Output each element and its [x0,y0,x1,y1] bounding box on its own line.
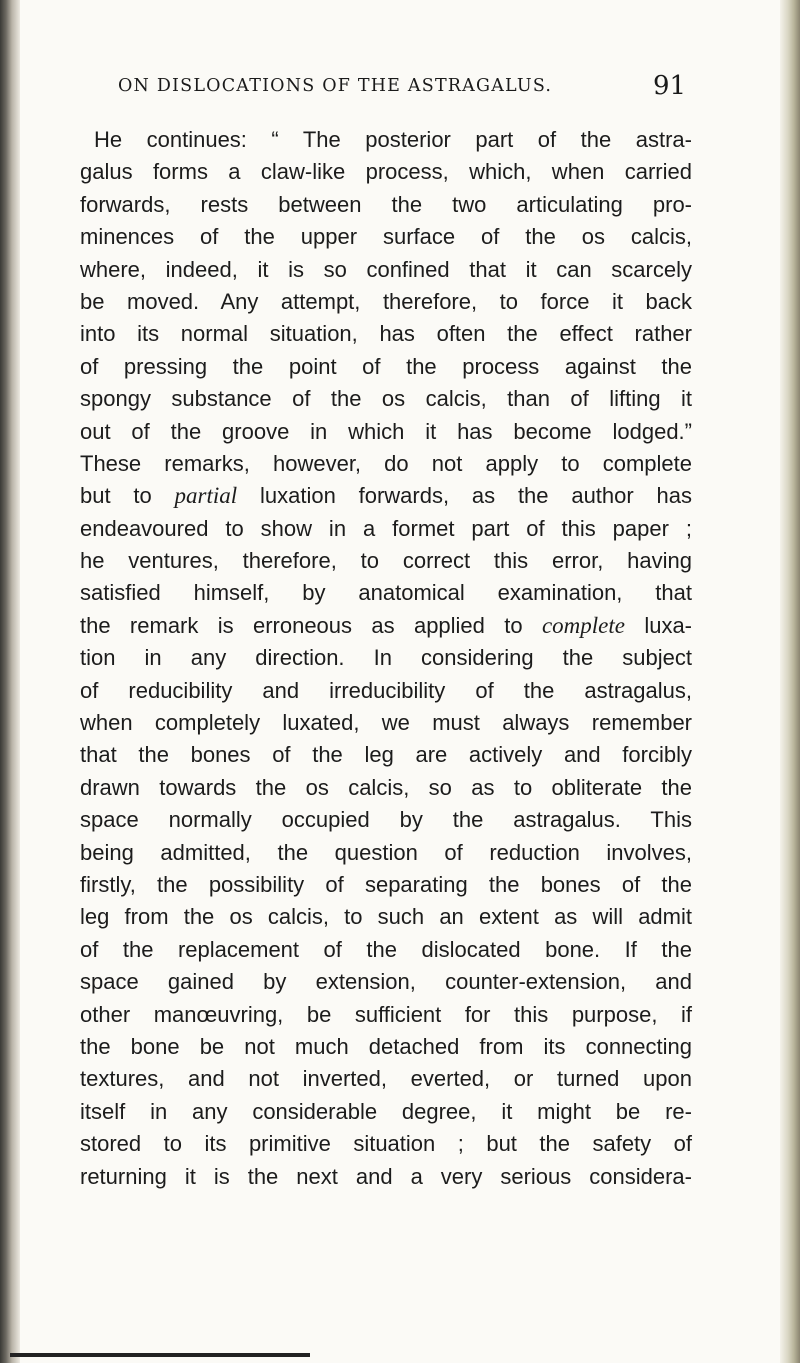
italic-emphasis: partial [174,483,238,509]
text-segment: the bone be not much detached from its connecting [80,1033,692,1059]
text-line [80,642,692,674]
text-segment: luxa- [624,612,692,638]
text-segment: spongy substance of the os calcis, than of lifting it [80,386,692,412]
text-line [80,254,692,286]
text-segment: out of the groove in which it has become lodged.” [80,418,692,444]
text-segment: be moved. Any attempt, therefore, to force it back [80,288,692,314]
text-line [80,934,692,966]
text-segment: luxation forwards, as the author has [237,483,692,509]
text-line [80,610,692,642]
text-segment: into its normal situation, has often the effect rather [80,321,692,347]
page-number: 91 [653,71,687,101]
text-line [80,901,692,933]
text-line [80,1031,692,1063]
text-line [80,772,692,804]
text-segment: itself in any considerable degree, it might be re- [80,1098,692,1124]
text-line [80,513,692,545]
text-line [80,675,692,707]
text-segment: space gained by extension, counter-extension, and [80,969,692,995]
text-line [80,707,692,739]
body-text [80,124,770,1193]
text-line [80,221,692,253]
text-line [80,1161,692,1193]
text-segment: where, indeed, it is so confined that it can scarcely [80,256,692,282]
text-line [80,383,692,415]
text-line [80,1063,692,1095]
text-segment: that the bones of the leg are actively and forcibly [80,742,692,768]
text-segment: space normally occupied by the astragalus. This [80,807,692,833]
text-line [80,545,692,577]
text-line [80,124,692,156]
text-segment: the remark is erroneous as applied to [80,612,542,638]
text-segment: textures, and not inverted, everted, or turned upon [80,1066,692,1092]
text-segment: of reducibility and irreducibility of the astragalus, [80,677,692,703]
text-segment: when completely luxated, we must always remember [80,710,692,736]
text-segment: minences of the upper surface of the os calcis, [80,224,692,250]
text-line [80,1096,692,1128]
text-segment: he ventures, therefore, to correct this error, having [80,548,692,574]
text-segment: galus forms a claw-like process, which, when carried [80,159,692,185]
text-segment: other manœuvring, be sufficient for this purpose, if [80,1001,692,1027]
running-head-title: ON DISLOCATIONS OF THE ASTRAGALUS. [118,76,553,96]
text-segment: endeavoured to show in a formet part of this paper ; [80,515,692,541]
text-segment: stored to its primitive situation ; but the safety of [80,1131,692,1157]
text-line [80,448,692,480]
text-segment: of the replacement of the dislocated bone. If the [80,936,692,962]
text-segment: forwards, rests between the two articulating pro- [80,191,692,217]
text-line [80,480,692,512]
text-segment: returning it is the next and a very serious considera- [80,1163,692,1189]
text-line [80,739,692,771]
text-segment: being admitted, the question of reduction involves, [80,839,692,865]
page-edge-stain [780,0,800,1363]
text-segment: These remarks, however, do not apply to complete [80,450,692,476]
text-line [80,286,692,318]
text-line [80,577,692,609]
text-segment: He continues: “ The posterior part of the astra- [94,127,692,152]
bottom-edge-mark [10,1353,310,1357]
text-line [80,837,692,869]
text-line [80,156,692,188]
text-segment: tion in any direction. In considering the subject [80,645,692,671]
text-line [80,416,692,448]
text-line [80,966,692,998]
text-segment: satisfied himself, by anatomical examination, that [80,580,692,606]
text-segment: of pressing the point of the process against the [80,353,692,379]
text-line [80,804,692,836]
italic-emphasis: complete [541,612,625,638]
page-gutter-shadow [0,0,20,1363]
text-segment: firstly, the possibility of separating the bones of the [80,871,692,897]
text-line [80,351,692,383]
text-line [80,189,692,221]
text-line [80,869,692,901]
text-segment: but to [80,483,175,509]
text-segment: drawn towards the os calcis, so as to obliterate the [80,774,692,800]
text-line [80,318,692,350]
text-line [80,999,692,1031]
text-segment: leg from the os calcis, to such an extent as will admit [80,904,692,930]
text-line [80,1128,692,1160]
